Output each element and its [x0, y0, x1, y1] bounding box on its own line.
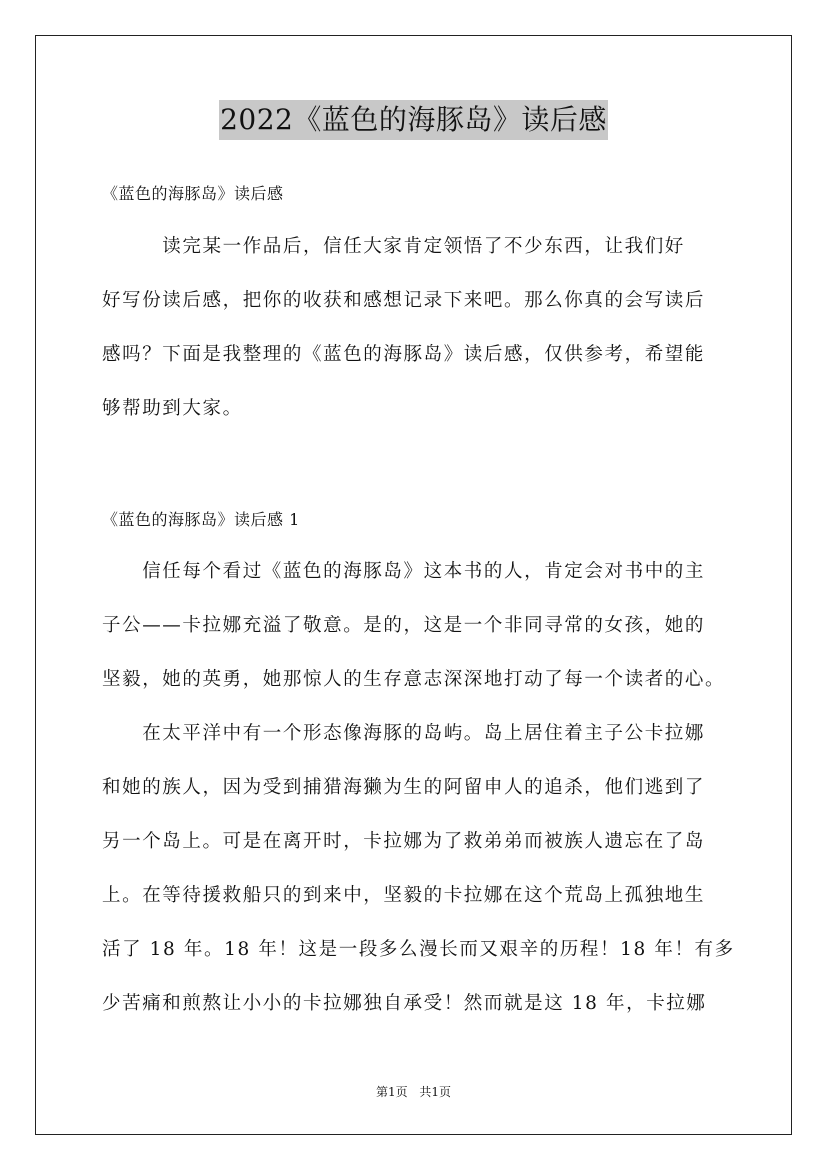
text-line: 坚毅，她的英勇，她那惊人的生存意志深深地打动了每一个读者的心。	[102, 669, 726, 690]
text-line: 够帮助到大家。	[102, 398, 243, 419]
paragraph-1	[102, 545, 732, 707]
text-line: 上。在等待援救船只的到来中，坚毅的卡拉娜在这个荒岛上孤独地生	[102, 885, 706, 906]
text-line: 在太平洋中有一个形态像海豚的岛屿。岛上居住着主子公卡拉娜	[102, 723, 706, 744]
page-footer	[0, 1084, 827, 1100]
text-line: 信任每个看过《蓝色的海豚岛》这本书的人，肯定会对书中的主	[102, 561, 706, 582]
page-number: 第1页	[375, 1085, 408, 1099]
page-total: 共1页	[419, 1085, 452, 1099]
text-line: 子公——卡拉娜充溢了敬意。是的，这是一个非同寻常的女孩，她的	[102, 615, 706, 636]
intro-paragraph	[102, 220, 732, 436]
text-line: 另一个岛上。可是在离开时，卡拉娜为了救弟弟而被族人遗忘在了岛	[102, 831, 706, 852]
document-subtitle: 《蓝色的海豚岛》读后感	[102, 184, 284, 203]
section-heading: 《蓝色的海豚岛》读后感 1	[102, 510, 300, 529]
title-container	[0, 100, 827, 140]
text-line: 和她的族人，因为受到捕猎海獭为生的阿留申人的追杀，他们逃到了	[102, 777, 706, 798]
text-line: 活了 18 年。18 年！这是一段多么漫长而又艰辛的历程！18 年！有多	[102, 939, 735, 960]
paragraph-2	[102, 707, 735, 1031]
document-title: 2022《蓝色的海豚岛》读后感	[219, 100, 608, 140]
text-line: 好写份读后感，把你的收获和感想记录下来吧。那么你真的会写读后	[102, 290, 706, 311]
text-line: 感吗？下面是我整理的《蓝色的海豚岛》读后感，仅供参考，希望能	[102, 344, 706, 365]
text-line: 少苦痛和煎熬让小小的卡拉娜独自承受！然而就是这 18 年，卡拉娜	[102, 993, 707, 1014]
text-line: 读完某一作品后，信任大家肯定领悟了不少东西，让我们好	[102, 236, 685, 257]
